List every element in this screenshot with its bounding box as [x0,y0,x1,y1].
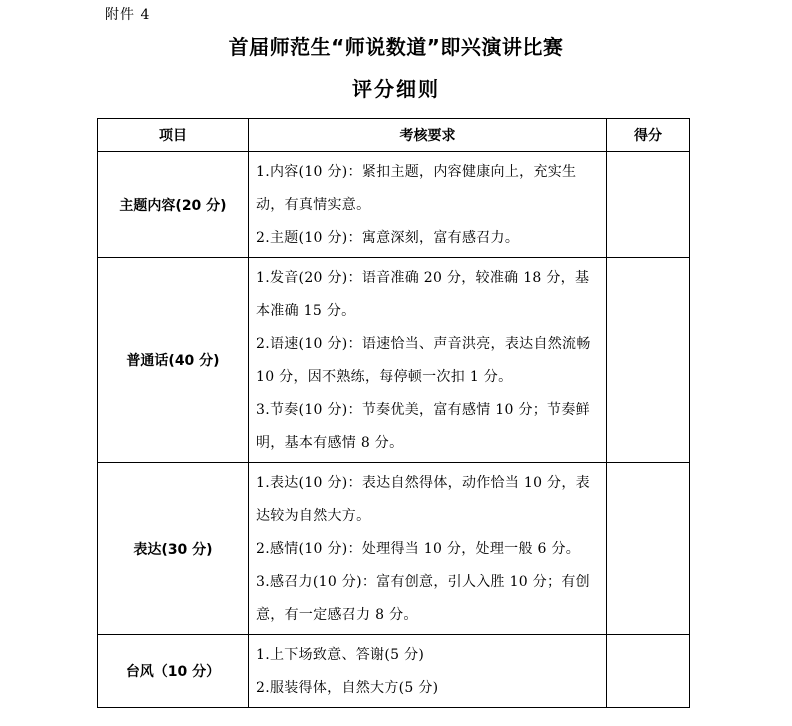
row-item: 主题内容(20 分) [98,152,249,258]
table-row [98,463,690,635]
header-requirements: 考核要求 [249,119,607,152]
table-header-row [98,119,690,152]
attachment-label: 附件 4 [105,7,151,23]
row-item: 普通话(40 分) [98,258,249,463]
row-item: 台风（10 分） [98,635,249,708]
row-score-cell[interactable] [607,463,690,635]
document-title: 首届师范生“师说数道”即兴演讲比赛 [228,35,564,59]
row-item: 表达(30 分) [98,463,249,635]
table-row [98,152,690,258]
requirement-line: 3.节奏(10 分)：节奏优美，富有感情 10 分；节奏鲜明，基本有感情 8 分。 [256,402,590,451]
row-requirements [249,152,607,258]
requirement-line: 2.服装得体，自然大方(5 分) [256,680,439,696]
requirement-line: 2.感情(10 分)：处理得当 10 分，处理一般 6 分。 [256,541,581,557]
requirement-line: 2.主题(10 分)：寓意深刻，富有感召力。 [256,230,520,246]
row-requirements [249,463,607,635]
header-item: 项目 [98,119,249,152]
table-row [98,258,690,463]
table-row [98,635,690,708]
row-score-cell[interactable] [607,152,690,258]
scoring-table [97,118,690,708]
requirement-line: 1.内容(10 分)：紧扣主题，内容健康向上，充实生动，有真情实意。 [256,164,577,213]
requirement-line: 2.语速(10 分)：语速恰当、声音洪亮，表达自然流畅 10 分，因不熟练，每停顿一次扣 1 分。 [256,336,591,385]
requirement-line: 1.发音(20 分)：语音准确 20 分，较准确 18 分，基本准确 15 分。 [256,270,590,319]
document-subtitle: 评分细则 [352,77,440,101]
row-score-cell[interactable] [607,258,690,463]
row-score-cell[interactable] [607,635,690,708]
requirement-line: 3.感召力(10 分)：富有创意，引人入胜 10 分；有创意，有一定感召力 8 分。 [256,574,590,623]
row-requirements [249,635,607,708]
requirement-line: 1.表达(10 分)：表达自然得体，动作恰当 10 分，表达较为自然大方。 [256,475,590,524]
requirement-line: 1.上下场致意、答谢(5 分) [256,647,425,663]
row-requirements [249,258,607,463]
header-score: 得分 [607,119,690,152]
